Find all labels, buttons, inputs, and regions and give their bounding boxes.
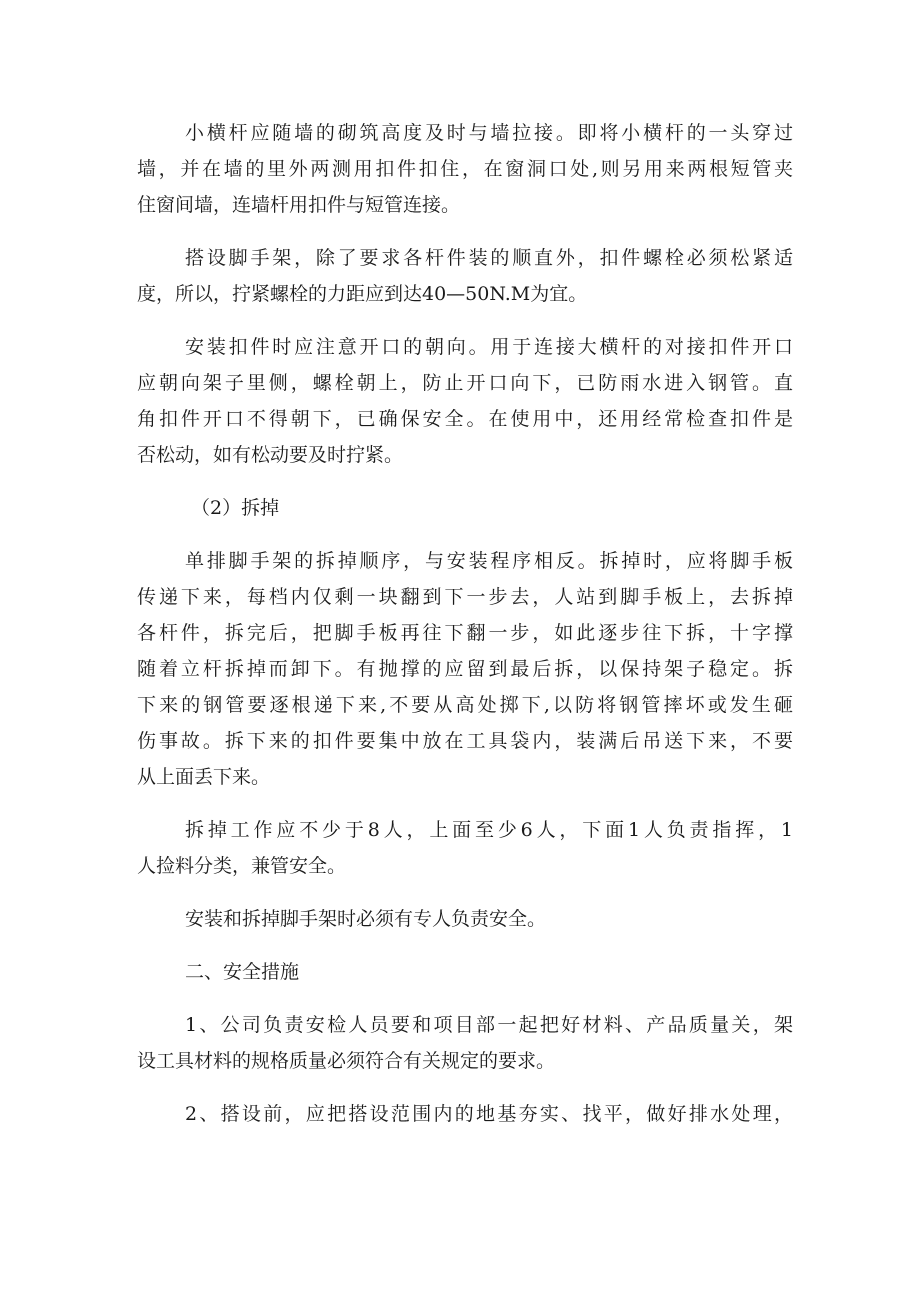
text-line: 住窗间墙，连墙杆用扣件与短管连接。 xyxy=(137,194,461,216)
paragraph-dismantle-staffing xyxy=(137,812,793,884)
paragraph-install-fasteners xyxy=(137,329,793,473)
text-line: 伤事故。拆下来的扣件要集中放在工具袋内，装满后吊送下来，不要 xyxy=(137,730,793,752)
heading-line: 二、安全措施 xyxy=(185,961,300,983)
text-line: 人捡料分类，兼管安全。 xyxy=(137,855,347,877)
text-line: 角扣件开口不得朝下，已确保安全。在使用中，还用经常检查扣件是 xyxy=(137,408,793,430)
text-line: 设工具材料的规格质量必须符合有关规定的要求。 xyxy=(137,1050,556,1072)
heading-line: （2）拆掉 xyxy=(191,497,280,519)
text-line: 安装扣件时应注意开口的朝向。用于连接大横杆的对接扣件开口 xyxy=(185,336,793,358)
text-line: 搭设脚手架，除了要求各杆件装的顺直外，扣件螺栓必须松紧适 xyxy=(185,247,793,269)
paragraph-erect-scaffold xyxy=(137,240,793,312)
text-line: 随着立杆拆掉而卸下。有抛撑的应留到最后拆，以保持架子稳定。拆 xyxy=(137,658,793,680)
text-line: 拆掉工作应不少于8人，上面至少6人，下面1人负责指挥，1 xyxy=(185,819,793,841)
text-line: 各杆件，拆完后，把脚手板再往下翻一步，如此逐步往下拆，十字撑 xyxy=(137,622,793,644)
paragraph-dismantle-order xyxy=(137,543,793,795)
text-line: 否松动，如有松动要及时拧紧。 xyxy=(137,444,404,466)
text-line: 下来的钢管要逐根递下来,不要从高处掷下,以防将钢管摔坏或发生砸 xyxy=(137,694,793,716)
text-line: 1、公司负责安检人员要和项目部一起把好材料、产品质量关，架 xyxy=(185,1014,793,1036)
text-line: 应朝向架子里侧，螺栓朝上，防止开口向下，已防雨水进入钢管。直 xyxy=(137,372,793,394)
paragraph-measure-1 xyxy=(137,1007,793,1079)
paragraph-safety-person xyxy=(137,901,793,937)
text-line: 从上面丢下来。 xyxy=(137,766,271,788)
text-line: 墙，并在墙的里外两测用扣件扣住，在窗洞口处,则另用来两根短管夹 xyxy=(137,158,793,180)
text-line: 单排脚手架的拆掉顺序，与安装程序相反。拆掉时，应将脚手板 xyxy=(185,550,793,572)
section-heading-safety-measures xyxy=(137,954,793,990)
text-line: 小横杆应随墙的砌筑高度及时与墙拉接。即将小横杆的一头穿过 xyxy=(185,122,793,144)
document-body xyxy=(137,115,793,1149)
text-line: 2、搭设前，应把搭设范围内的地基夯实、找平，做好排水处理， xyxy=(185,1103,793,1125)
paragraph-small-crossbar xyxy=(137,115,793,223)
text-line: 度，所以，拧紧螺栓的力距应到达40—50N.M为宜。 xyxy=(137,283,588,305)
section-heading-dismantle xyxy=(137,490,793,526)
text-line: 安装和拆掉脚手架时必须有专人负责安全。 xyxy=(185,908,547,930)
paragraph-measure-2 xyxy=(137,1096,793,1132)
text-line: 传递下来，每档内仅剩一块翻到下一步去，人站到脚手板上，去拆掉 xyxy=(137,586,793,608)
